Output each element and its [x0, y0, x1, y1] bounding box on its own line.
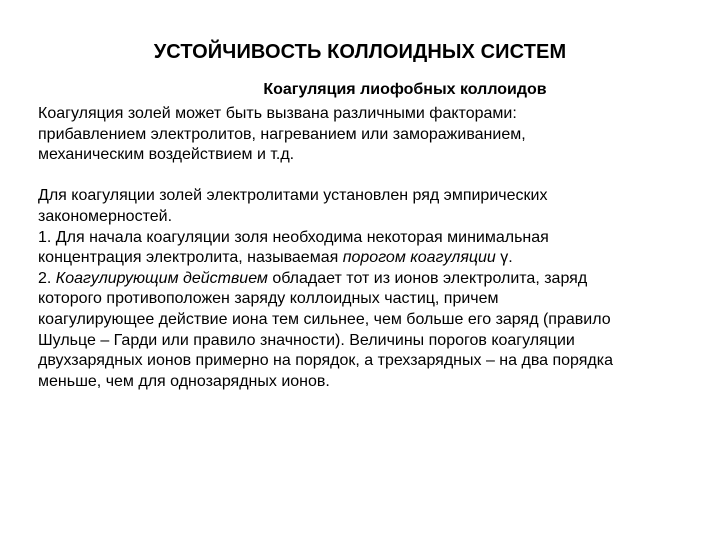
coagulating-action-term: Коагулирующим действием — [55, 269, 268, 287]
rule-2-line: которого противоположен заряду коллоидных частиц, причем — [38, 290, 499, 308]
rule-1-symbol: γ. — [495, 249, 513, 267]
coagulation-threshold-term: порогом коагуляции — [342, 249, 496, 267]
rule-1-text: концентрация электролита, называемая — [38, 249, 343, 267]
rule-1-line: 1. Для начала коагуляции золя необходима некоторая минимальная — [38, 228, 549, 246]
rule-2-number: 2. — [38, 269, 56, 287]
rule-2-text: обладает тот из ионов электролита, заряд — [267, 269, 588, 287]
rule-2-line — [38, 269, 718, 290]
rule-2-line: Шульце – Гарди или правило значности). Величины порогов коагуляции — [38, 331, 575, 349]
rule-2-line: двухзарядных ионов примерно на порядок, а трехзарядных – на два порядка — [38, 352, 614, 370]
intro-line: прибавлением электролитов, нагреванием или замораживанием, — [38, 125, 526, 143]
intro-line: Коагуляция золей может быть вызвана различными факторами: — [38, 105, 517, 122]
rule-2-line: меньше, чем для однозарядных ионов. — [38, 372, 330, 390]
rules-intro-line: закономерностей. — [38, 207, 173, 225]
paragraph-gap — [38, 166, 718, 187]
slide-title: УСТОЙЧИВОСТЬ КОЛЛОИДНЫХ СИСТЕМ — [153, 41, 567, 63]
slide-subtitle: Коагуляция лиофобных коллоидов — [263, 81, 547, 98]
rules-intro-line: Для коагуляции золей электролитами установлен ряд эмпирических — [38, 187, 548, 205]
rule-1-line — [38, 248, 718, 269]
rule-2-line: коагулирующее действие иона тем сильнее, чем больше его заряд (правило — [38, 310, 611, 328]
intro-line: механическим воздействием и т.д. — [38, 146, 295, 164]
slide-body — [38, 104, 718, 392]
